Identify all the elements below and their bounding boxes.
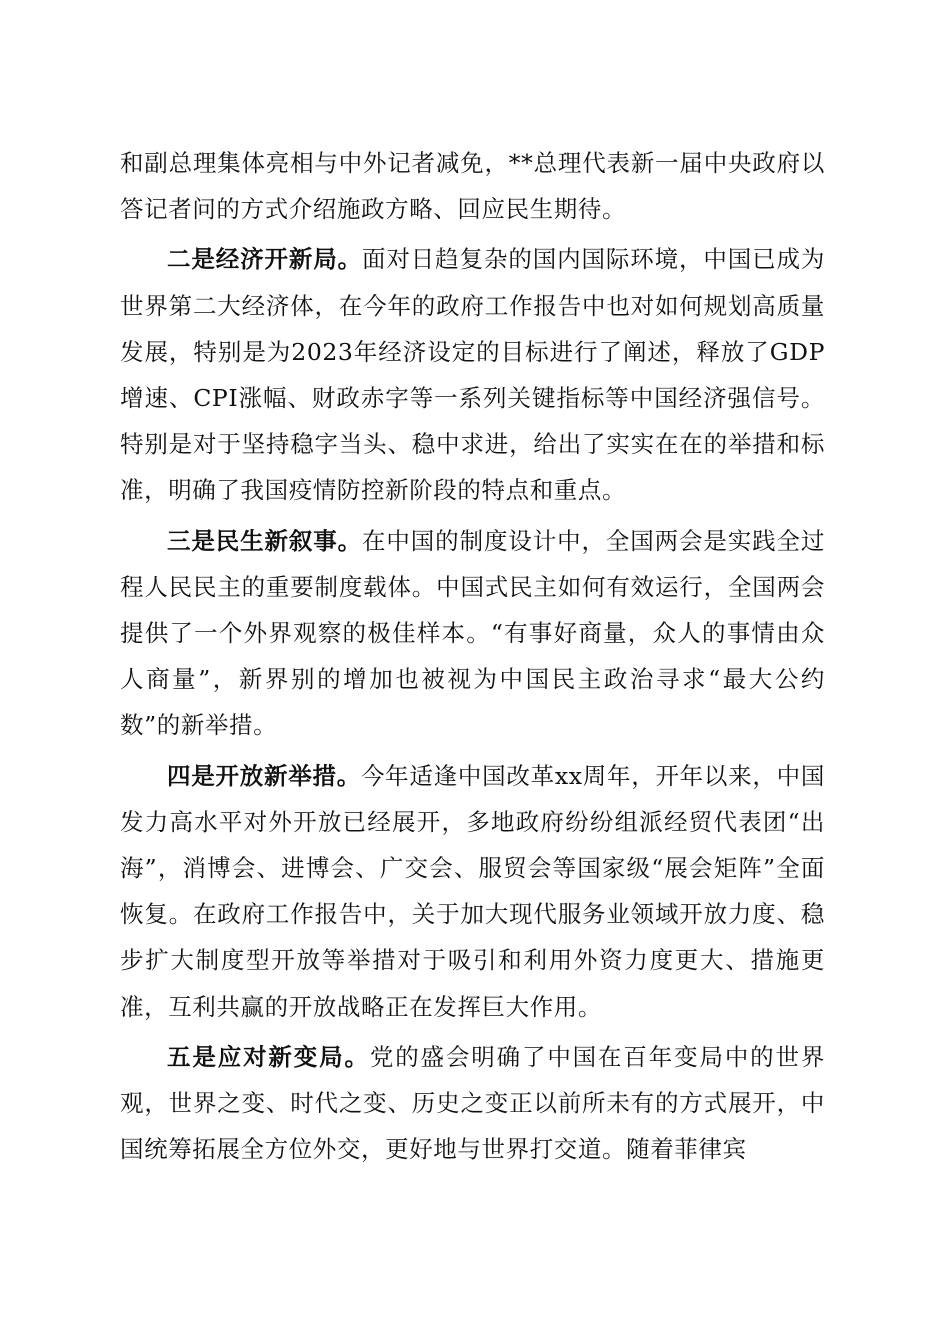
paragraph-text: 今年适逢中国改革xx周年，开年以来，中国发力高水平对外开放已经展开，多地政府纷纷组派经贸代表团“出海”，消博会、进博会、广交会、服贸会等国家级“展会矩阵”全面恢复。在政府工作报告中，关于加大现代服务业领域开放力度、稳步扩大制度型开放等举措对于吸引和利用外资力度更大、措施更准，互利共赢的开放战略正在发挥巨大作用。	[120, 761, 825, 1021]
paragraph-lead: 四是开放新举措。	[167, 761, 361, 790]
body-text	[120, 140, 825, 1176]
paragraph-opening	[120, 753, 825, 1030]
paragraph-lead: 二是经济开新局。	[167, 245, 363, 274]
paragraph-text: 和副总理集体亮相与中外记者减免，**总理代表新一届中央政府以答记者问的方式介绍施政方略、回应民生期待。	[120, 149, 825, 224]
paragraph-text: 在中国的制度设计中，全国两会是实践全过程人民民主的重要制度载体。中国式民主如何有效运行，全国两会提供了一个外界观察的极佳样本。“有事好商量，众人的事情由众人商量”，新界别的增加也被视为中国民主政治寻求“最大公约数”的新举措。	[120, 526, 825, 740]
paragraph-text: 党的盛会明确了中国在百年变局中的世界观，世界之变、时代之变、历史之变正以前所未有的方式展开，中国统筹拓展全方位外交，更好地与世界打交道。随着菲律宾	[120, 1042, 825, 1164]
paragraph-lead: 三是民生新叙事。	[167, 526, 363, 555]
paragraph-lead: 五是应对新变局。	[167, 1042, 370, 1071]
paragraph-text: 面对日趋复杂的国内国际环境，中国已成为世界第二大经济体，在今年的政府工作报告中也对如何规划高质量发展，特别是为2023年经济设定的目标进行了阐述，释放了GDP增速、CPI涨幅、财政赤字等一系列关键指标等中国经济强信号。特别是对于坚持稳字当头、稳中求进，给出了实实在在的举措和标准，明确了我国疫情防控新阶段的特点和重点。	[120, 245, 825, 505]
paragraph-livelihood	[120, 518, 825, 749]
paragraph-continuation	[120, 140, 825, 232]
paragraph-change	[120, 1034, 825, 1173]
paragraph-economy	[120, 236, 825, 513]
